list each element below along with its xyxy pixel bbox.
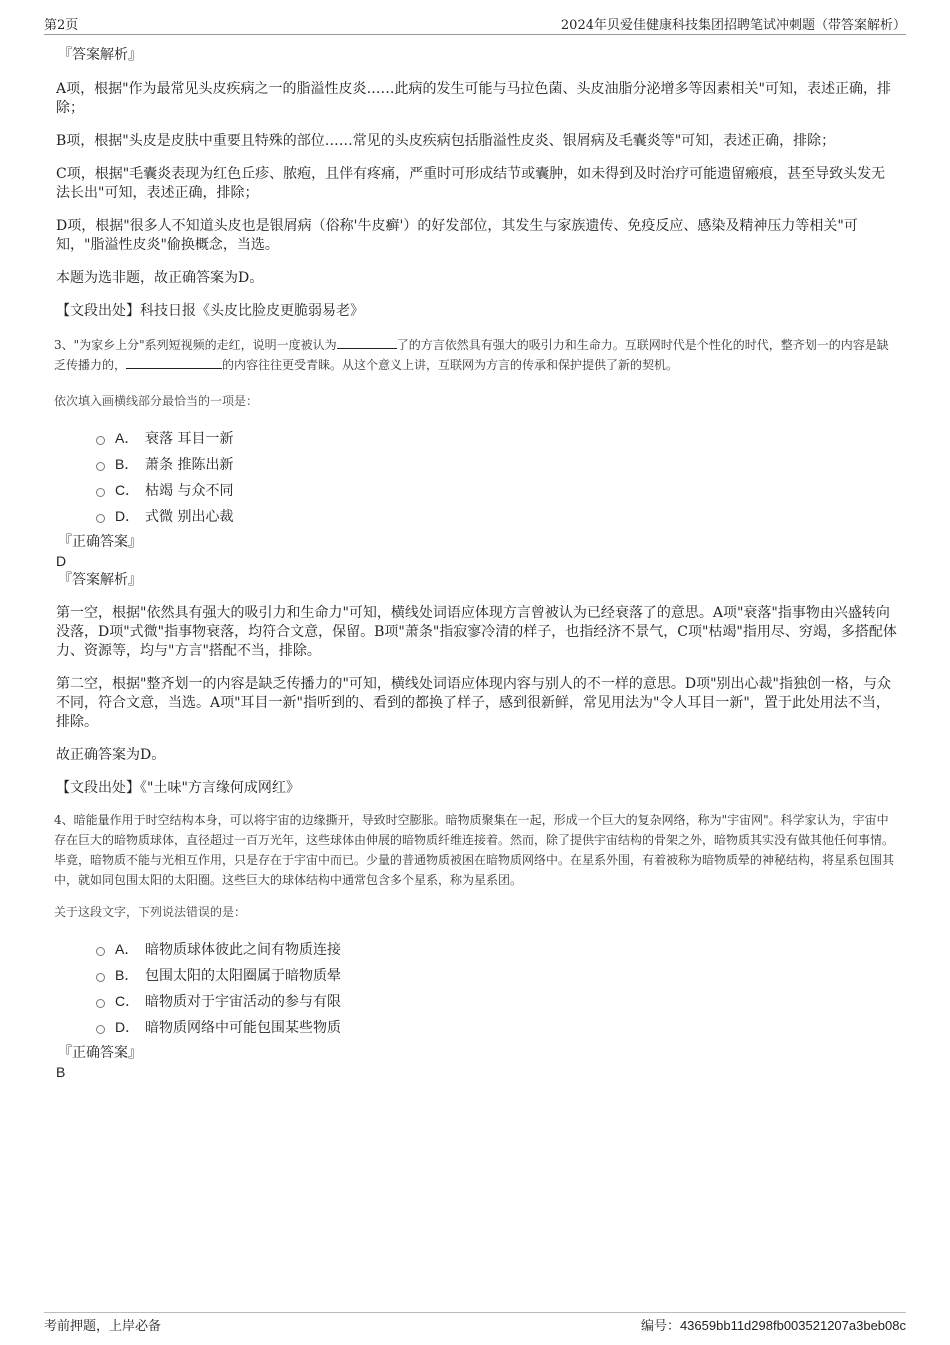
page-content — [56, 46, 898, 1082]
analysis-conclusion: 故正确答案为D。 — [56, 747, 166, 763]
option-b[interactable]: B． 萧条 推陈出新 — [96, 451, 898, 477]
question-4-options — [96, 936, 898, 1040]
analysis-label: 『答案解析』 — [58, 572, 142, 588]
radio-icon[interactable] — [96, 947, 105, 956]
radio-icon[interactable] — [96, 462, 105, 471]
correct-answer-label: 『正确答案』 — [58, 534, 142, 550]
question-4-instruction: 关于这段文字，下列说法错误的是： — [54, 905, 247, 919]
analysis-paragraph-a: A项，根据"作为最常见头皮疾病之一的脂溢性皮炎……此病的发生可能与马拉色菌、头皮油脂分泌增多等因素相关"可知，表述正确，排除； — [56, 81, 891, 116]
radio-icon[interactable] — [96, 436, 105, 445]
document-code: 编号：43659bb11d298fb003521207a3beb08c — [640, 1318, 906, 1334]
correct-answer-label: 『正确答案』 — [58, 1045, 142, 1061]
analysis-conclusion: 本题为选非题，故正确答案为D。 — [56, 270, 264, 286]
radio-icon[interactable] — [96, 514, 105, 523]
option-c[interactable]: C． 暗物质对于宇宙活动的参与有限 — [96, 988, 898, 1014]
question-3-stem: 3、"为家乡上分"系列短视频的走红，说明一度被认为 了的方言依然具有强大的吸引力和生命力。互联网时代是个性化的时代，整齐划一的内容是缺乏传播力的， 的内容往往更受青睐。从这个意义上讲，互联网为方言的传承和保护提供了新的契机。 — [54, 338, 889, 372]
radio-icon[interactable] — [96, 488, 105, 497]
blank-2 — [126, 356, 222, 369]
option-d[interactable]: D． 暗物质网络中可能包围某些物质 — [96, 1014, 898, 1040]
analysis-paragraph-blank-2: 第二空，根据"整齐划一的内容是缺乏传播力的"可知，横线处词语应体现内容与别人的不一样的意思。D项"别出心裁"指独创一格，与众不同，符合文意，当选。A项"耳目一新"指听到的、看到的都换了样子，感到很新鲜，常见用法为"令人耳目一新"，置于此处用法不当，排除。 — [56, 676, 891, 730]
option-a[interactable]: A． 衰落 耳目一新 — [96, 425, 898, 451]
analysis-paragraph-c: C项，根据"毛囊炎表现为红色丘疹、脓疱，且伴有疼痛，严重时可形成结节或囊肿，如未得到及时治疗可能遗留瘢痕，甚至导致头发无法长出"可知，表述正确，排除； — [56, 166, 886, 201]
page-footer — [44, 1312, 906, 1334]
page-number: 第2页 — [44, 18, 79, 33]
blank-1 — [337, 336, 397, 349]
correct-answer-value: B — [56, 1064, 66, 1080]
source-citation: 【文段出处】科技日报《头皮比脸皮更脆弱易老》 — [56, 303, 364, 319]
analysis-paragraph-d: D项，根据"很多人不知道头皮也是银屑病（俗称'牛皮癣'）的好发部位，其发生与家族遗传、免疫反应、感染及精神压力等相关"可知，"脂溢性皮炎"偷换概念，当选。 — [56, 218, 858, 253]
question-3-instruction: 依次填入画横线部分最恰当的一项是： — [54, 394, 259, 408]
source-citation: 【文段出处】《"土味"方言缘何成网红》 — [56, 780, 300, 796]
analysis-label: 『答案解析』 — [58, 47, 142, 63]
radio-icon[interactable] — [96, 1025, 105, 1034]
analysis-paragraph-blank-1: 第一空，根据"依然具有强大的吸引力和生命力"可知，横线处词语应体现方言曾被认为已经衰落了的意思。A项"衰落"指事物由兴盛转向没落，D项"式微"指事物衰落，均符合文意，保留。B项"萧条"指寂寥冷清的样子，也指经济不景气，C项"枯竭"指用尽、穷竭，多搭配体力、资源等，均与"方言"搭配不当，排除。 — [56, 605, 897, 659]
document-title: 2024年贝爱佳健康科技集团招聘笔试冲刺题（带答案解析） — [560, 18, 906, 33]
footer-slogan: 考前押题，上岸必备 — [44, 1319, 162, 1334]
question-4-stem: 4、暗能量作用于时空结构本身，可以将宇宙的边缘撕开，导致时空膨胀。暗物质聚集在一起，形成一个巨大的复杂网络，称为"宇宙网"。科学家认为，宇宙中存在巨大的暗物质球体，直径超过一百万光年，这些球体由伸展的暗物质纤维连接着。然而，除了提供宇宙结构的骨架之外，暗物质其实没有做其他任何事情。毕竟，暗物质不能与光相互作用，只是存在于宇宙中而已。少量的普通物质被困在暗物质网络中。在星系外围，有着被称为暗物质晕的神秘结构，将星系包围其中，就如同包围太阳的太阳圈。这些巨大的球体结构中通常包含多个星系，称为星系团。 — [54, 813, 895, 887]
analysis-paragraph-b: B项，根据"头皮是皮肤中重要且特殊的部位……常见的头皮疾病包括脂溢性皮炎、银屑病及毛囊炎等"可知，表述正确，排除； — [56, 133, 836, 149]
radio-icon[interactable] — [96, 973, 105, 982]
correct-answer-value: D — [56, 553, 67, 569]
question-3-options — [96, 425, 898, 529]
option-b[interactable]: B． 包围太阳的太阳圈属于暗物质晕 — [96, 962, 898, 988]
option-a[interactable]: A． 暗物质球体彼此之间有物质连接 — [96, 936, 898, 962]
page-header — [44, 14, 906, 35]
option-c[interactable]: C． 枯竭 与众不同 — [96, 477, 898, 503]
option-d[interactable]: D． 式微 别出心裁 — [96, 503, 898, 529]
radio-icon[interactable] — [96, 999, 105, 1008]
